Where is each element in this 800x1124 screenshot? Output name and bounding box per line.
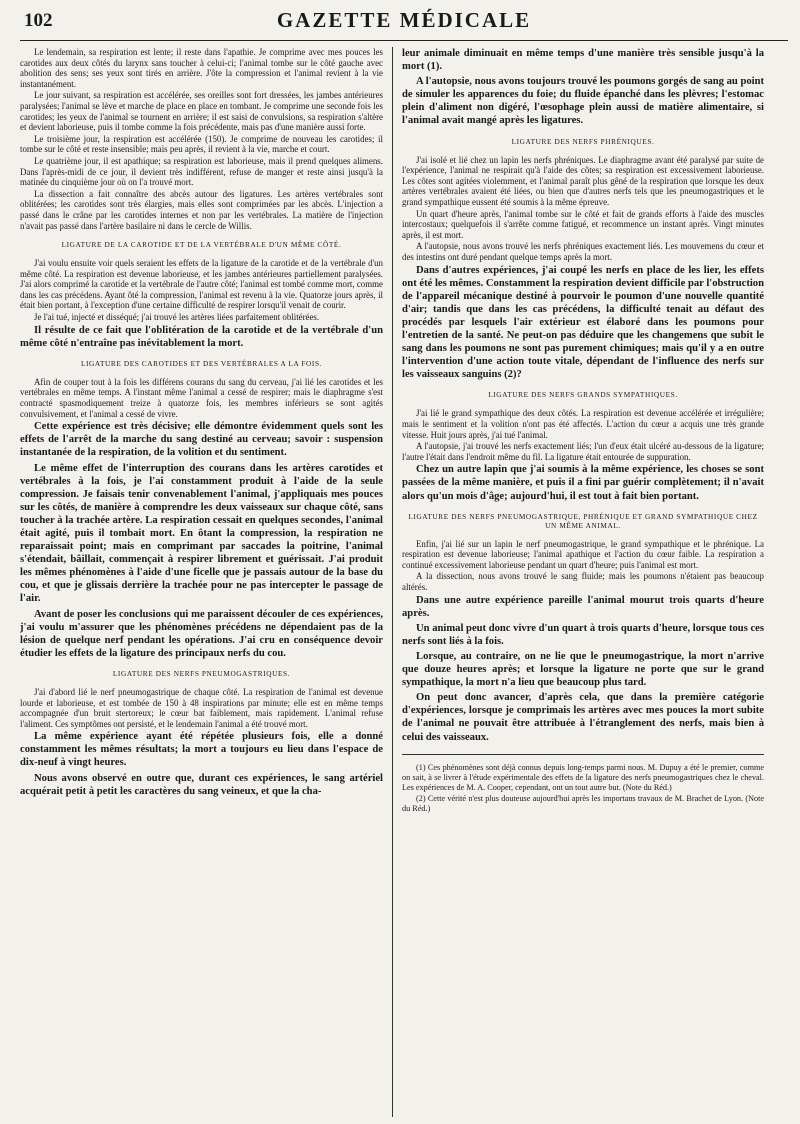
page-header xyxy=(20,0,788,41)
right-column-body xyxy=(402,47,764,744)
right-column xyxy=(392,47,764,1117)
paragraph: J'ai d'abord lié le nerf pneumogastrique de chaque côté. La respiration de l'animal est devenue lourde et laborieuse, et est tombée de 150 à 48 inspirations par minute; elle est en même temps accompagnée d'un bruit stertoreux; le cœur bat faiblement, mais rapidement. L'animal refuse l'aliment. Ces symptômes ont persisté, et le lendemain l'animal a été trouvé mort. xyxy=(20,686,383,729)
section-heading: LIGATURE DES NERFS PHRÉNIQUES. xyxy=(511,136,655,146)
paragraph: La dissection a fait connaître des abcès autour des ligatures. Les artères vertébrales sont oblitérées; les carotides sont très élargies, mais elles sont comprimées par les abcès. L'injection a passé dans le crâne par les carotides internes et non par les vertébrales. La matière de l'injection n'avait pas passé dans l'artère basilaire ni dans le cercle de Willis. xyxy=(20,188,383,231)
left-column xyxy=(20,47,392,1117)
paragraph: Le quatrième jour, il est apathique; sa respiration est laborieuse, mais il prend quelques alimens. Dans l'après-midi de ce jour, il devient très indifférent, refuse de manger et reste ainsi jusqu'à la matinée du cinquième jour où on l'a trouvé mort. xyxy=(20,155,383,188)
footnote: (2) Cette vérité n'est plus douteuse aujourd'hui après les importans travaux de M. Brachet de Lyon. (Note du Réd.) xyxy=(402,793,764,813)
paragraph: On peut donc avancer, d'après cela, que dans la première catégorie d'expériences, lorsque je comprimais les artères avec mes pouces la mort subite de l'animal ne pouvait être attribuée à l'étranglement des nerfs, mais bien à celui des vaisseaux. xyxy=(402,692,764,743)
paragraph: J'ai isolé et lié chez un lapin les nerfs phréniques. Le diaphragme avant été paralysé par suite de l'expérience, l'animal ne respirait qu'à l'aide des côtes; sa respiration est excessivement laborieuse. Les côtes sont agitées violemment, et l'animal paraît plus gêné de la respiration que lorsque les deux artères vertébrales avaient été liées, ou bien que d'autres nerfs tels que les pneumogastriques et le grand sympathique eussent été soumis à la même épreuve. xyxy=(402,154,764,207)
paragraph: A l'autopsie, nous avons trouvé les nerfs phréniques exactement liés. Les mouvemens du cœur et des intestins ont duré pendant quelque temps après la mort. xyxy=(402,241,764,262)
paragraph: Cette expérience est très décisive; elle démontre évidemment quels sont les effets de l'arrêt de la marche du sang destiné au cerveau; savoir : suspension instantanée de la respiration, de la volition et du sentiment. xyxy=(20,421,383,459)
paragraph: Enfin, j'ai lié sur un lapin le nerf pneumogastrique, le grand sympathique et le phrénique. La respiration est devenue laborieuse; l'animal apathique et l'action du cœur faible. La respiration a continué excessivement laborieuse pendant un quart d'heure; puis l'animal est mort. xyxy=(402,538,764,570)
section-heading: LIGATURE DES NERFS PNEUMOGASTRIQUE, PHRÉNIQUE ET GRAND SYMPATHIQUE CHEZ UN MÊME ANIMAL. xyxy=(408,511,758,530)
paragraph: J'ai lié le grand sympathique des deux côtés. La respiration est devenue accélérée et irrégulière; mais le sentiment et la volition n'ont pas été affectés. L'action du cœur a acquis une très grande vitesse. Huit jours après, j'ai tué l'animal. xyxy=(402,408,764,440)
paragraph: Le troisième jour, la respiration est accélérée (150). Je comprime de nouveau les carotides; il tombe sur le côté et reste insensible; mais peu après, il revient à la vie, marche et court. xyxy=(20,133,383,155)
paragraph: Le même effet de l'interruption des courans dans les artères carotides et vertébrales à la fois, je l'ai constamment produit à l'aide de la seule compression. Je faisais tenir convenablement l'animal, j'appliquais mes pouces sur les côtés, de manière à comprendre les deux vaisseaux sur chaque côté, sans toucher à la trachée artère. La respiration cessait en quelques secondes, l'animal était agité, puis il tombait mort. En ôtant la compression, la respiration ne reparaissait point; mais en comprimant par saccades la poitrine, l'animal s'étendait, bâillait, commençait à respirer librement et guérissait. J'ai produit les mêmes phénomènes à l'aide d'une ficelle que je passais autour de la base du cou, et que je glissais derrière la trachée pour ne pas intercepter le passage de l'air. xyxy=(20,462,383,605)
paragraph: Afin de couper tout à la fois les différens courans du sang du cerveau, j'ai lié les carotides et les vertébrales en même temps. A l'instant même l'animal a cessé de respirer; mais le diaphragme s'est contracté spasmodiquement treize à quatorze fois, les membres inférieurs se sont agités convulsivement, et l'animal a cessé de vivre. xyxy=(20,376,383,419)
page-number: 102 xyxy=(24,10,53,31)
section-heading: LIGATURE DES CAROTIDES ET DES VERTÉBRALES A LA FOIS. xyxy=(80,358,323,368)
paragraph: Dans d'autres expériences, j'ai coupé les nerfs en place de les lier, les effets ont été les mêmes. Constamment la respiration devient difficile par l'obstruction de l'appareil mécanique destiné à pourvoir le poumon d'une nouvelle quantité d'air; tandis que dans les cas précédens, la difficulté tenait au défaut des procédés par lesquels l'air extérieur est élaboré dans les poumons pour l'entretien de la santé. Ne peut-on pas déduire que les changemens que subit le sang dans les poumons ne sont pas purement chimiques; mais qu'il y a en outre l'intervention d'une action toute vitale, dépendant de l'influence des nerfs sur les vaisseaux sanguins (2)? xyxy=(402,264,764,381)
footnotes xyxy=(402,754,764,814)
paragraph: A la dissection, nous avons trouvé le sang fluide; mais les poumons n'étaient pas beaucoup altérés. xyxy=(402,571,764,592)
section-heading: LIGATURE DES NERFS GRANDS SYMPATHIQUES. xyxy=(488,390,678,400)
footnote: (1) Ces phénomènes sont déjà connus depuis long-temps parmi nous. M. Dupuy a été le premier, comme on sait, à se livrer à l'étude expérimentale des effets de la ligature des nerfs pneumogastriques chez le cheval. Les expériences de M. A. Cooper, cependant, ont un tout autre but. (Note du Réd.) xyxy=(402,762,764,792)
paragraph: Le jour suivant, sa respiration est accélérée, ses oreilles sont fort dressées, les jambes antérieures paralysées; l'animal se lève et marche de place en place en tombant. Je comprime une seconde fois les carotides; les yeux de l'animal se tournent en arrière; il est saisi de convulsions, sa respiration s'altère et devient laborieuse, puis il tombe comme la fois précédente, mais pas d'une manière aussi forte. xyxy=(20,90,383,133)
paragraph: Chez un autre lapin que j'ai soumis à la même expérience, les choses se sont passées de la même manière, et puis il a fini par guérir complètement; il n'avait alors qu'un mois d'âge; aujourd'hui, il est tout à fait bien portant. xyxy=(402,464,764,502)
page-title: GAZETTE MÉDICALE xyxy=(276,8,532,32)
columns xyxy=(20,47,788,1117)
paragraph: Nous avons observé en outre que, durant ces expériences, le sang artériel acquérait petit à petit les caractères du sang veineux, et que la cha- xyxy=(20,772,383,797)
paragraph: A l'autopsie, nous avons toujours trouvé les poumons gorgés de sang au point de simuler les apparences du foie; du fluide épanché dans les plèvres; l'estomac plein d'aliment non digéré, l'œsophage plein aussi de matière alimentaire, si l'animal avait mangé après les ligatures. xyxy=(402,76,764,127)
paragraph: Lorsque, au contraire, on ne lie que le pneumogastrique, la mort n'arrive que douze heures après; et lorsque la ligature ne porte que sur le grand sympathique, la mort n'a lieu que beaucoup plus tard. xyxy=(402,650,764,689)
paragraph: Un quart d'heure après, l'animal tombe sur le côté et fait de grands efforts à l'aide des muscles intercostaux; quelquefois il s'arrête comme fatigué, et recommence un instant après. Vingt minutes après, il est mort. xyxy=(402,208,764,240)
paragraph: La même expérience ayant été répétée plusieurs fois, elle a donné constamment les mêmes résultats; la mort a toujours eu lieu dans l'espace de dix-neuf à vingt heures. xyxy=(20,731,383,769)
paragraph: A l'autopsie, j'ai trouvé les nerfs exactement liés; l'un d'eux était ulcéré au-dessous de la ligature; l'autre l'était dans l'endroit même du fil. La ligature était entourée de suppuration. xyxy=(402,441,764,462)
section-heading: LIGATURE DE LA CAROTIDE ET DE LA VERTÉBRALE D'UN MÊME CÔTÉ. xyxy=(61,240,342,250)
paragraph: Je l'ai tué, injecté et disséqué; j'ai trouvé les artères liées parfaitement oblitérées. xyxy=(34,312,320,323)
paragraph: Dans une autre expérience pareille l'animal mourut trois quarts d'heure après. xyxy=(402,594,764,619)
paragraph: leur animale diminuait en même temps d'une manière très sensible jusqu'à la mort (1). xyxy=(402,48,764,73)
paragraph: Il résulte de ce fait que l'oblitération de la carotide et de la vertébrale d'un même côté n'entraîne pas inévitablement la mort. xyxy=(20,324,383,349)
paragraph: J'ai voulu ensuite voir quels seraient les effets de la ligature de la carotide et de la vertébrale d'un même côté. La respiration est devenue laborieuse, et les jambes antérieures partiellement paralysées. J'ai alors comprimé la carotide et la vertébrale de l'autre côté; l'animal est tombé comme mort, comme dans les cas précédens. Ayant ôté la compression, l'animal est revenu à la vie. Quatorze jours après, il était bien portant, à l'exception d'une certaine difficulté de respirer lorsqu'il venait de courir. xyxy=(20,258,383,311)
paragraph: Le lendemain, sa respiration est lente; il reste dans l'apathie. Je comprime avec mes pouces les carotides aux deux côtés du larynx sans toucher à celui-ci; l'animal tombe sur le côté gauche avec abolition des sens; ses yeux sont tirés en arrière. J'ôte la compression et l'animal revient à la vie instantanément. xyxy=(20,47,383,89)
paragraph: Un animal peut donc vivre d'un quart à trois quarts d'heure, lorsque tous ces nerfs sont liés à la fois. xyxy=(402,622,764,647)
paragraph: Avant de poser les conclusions qui me paraissent découler de ces expériences, j'ai voulu m'assurer que les phénomènes précédens ne dépendaient pas de la lésion de quelque nerf pendant les opérations. J'ai cru en conséquence devoir étudier les effets de la ligature des principaux nerfs du cou. xyxy=(20,608,383,659)
section-heading: LIGATURE DES NERFS PNEUMOGASTRIQUES. xyxy=(112,668,291,678)
